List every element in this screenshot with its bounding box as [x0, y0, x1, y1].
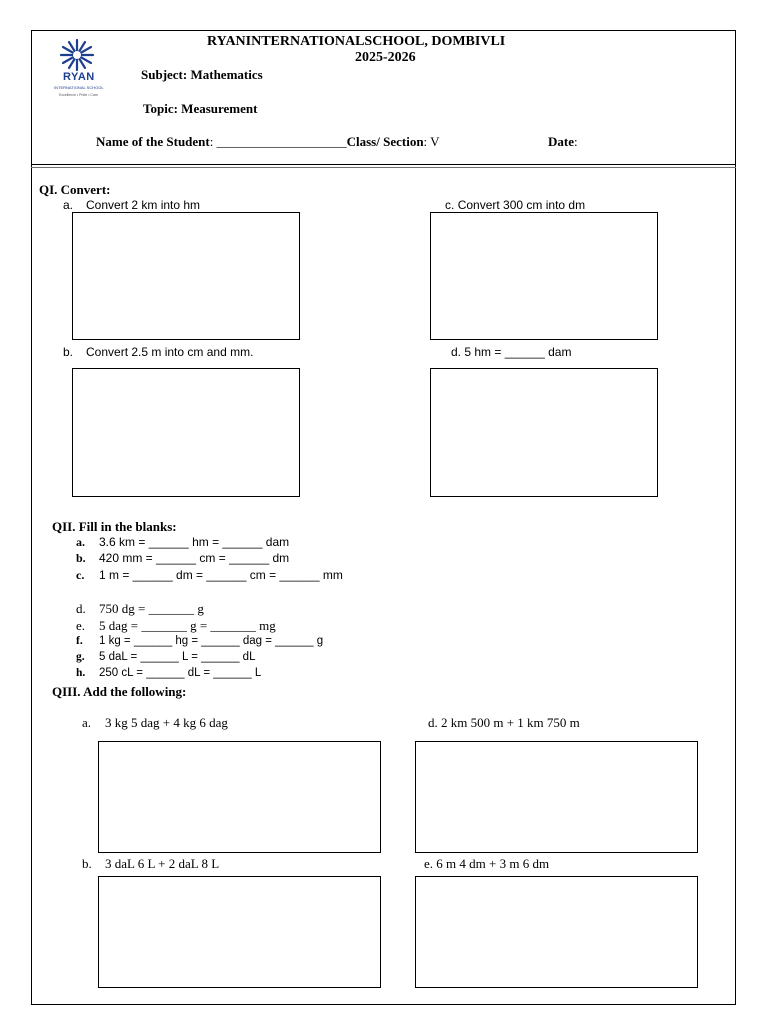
q3-item-b	[82, 856, 219, 872]
q3-item-b-label: b.	[82, 856, 92, 871]
q2-item-e-text: 5 dag = _______ g = _______ mg	[99, 618, 276, 633]
student-info-line	[96, 134, 440, 150]
date-field	[548, 134, 578, 150]
q3-item-d	[428, 715, 580, 731]
logo-motto: Excellence • Pride • Care	[59, 93, 99, 97]
date-colon: :	[574, 134, 578, 149]
school-name: RYANINTERNATIONALSCHOOL, DOMBIVLI	[207, 34, 506, 49]
q2-item-a-text: 3.6 km = ______ hm = ______ dam	[99, 535, 290, 549]
q2-item-e	[76, 618, 276, 634]
q2-item-g-label: g.	[76, 651, 85, 663]
q2-item-b	[76, 551, 289, 566]
q1-item-b-label: b.	[63, 345, 74, 359]
q1-item-b	[63, 345, 253, 359]
q3-item-b-text: 3 daL 6 L + 2 daL 8 L	[105, 856, 220, 871]
q1-answer-box-a[interactable]	[72, 212, 300, 340]
topic-label: Topic:	[143, 101, 178, 116]
q3-answer-box-d[interactable]	[415, 741, 698, 853]
subject-label: Subject:	[141, 67, 188, 82]
academic-year: 2025-2026	[355, 50, 416, 65]
header-divider	[31, 164, 736, 165]
q2-item-d-text: 750 dg = _______ g	[99, 601, 204, 616]
date-label: Date	[548, 134, 574, 149]
q3-item-a	[82, 715, 228, 731]
q3-item-a-text: 3 kg 5 dag + 4 kg 6 dag	[105, 715, 228, 730]
q3-item-a-label: a.	[82, 715, 92, 730]
q2-item-a	[76, 535, 289, 550]
q2-item-h	[76, 667, 261, 679]
q2-item-f	[76, 635, 323, 647]
q1-item-d-text: 5 hm = ______ dam	[464, 345, 572, 359]
q1-answer-box-d[interactable]	[430, 368, 658, 497]
q3-item-e	[424, 856, 549, 872]
q1-item-c-label: c.	[445, 198, 455, 212]
q1-answer-box-c[interactable]	[430, 212, 658, 340]
q1-item-b-text: Convert 2.5 m into cm and mm.	[86, 345, 254, 359]
q3-title: QIII. Add the following:	[52, 684, 187, 699]
q2-item-c	[76, 568, 343, 583]
class-value: : V	[423, 134, 440, 149]
q2-item-b-text: 420 mm = ______ cm = ______ dm	[99, 551, 290, 565]
q2-item-d	[76, 601, 204, 617]
q1-item-d-label: d.	[451, 345, 462, 359]
q2-item-h-label: h.	[76, 667, 86, 679]
q2-item-g-text: 5 daL = ______ L = ______ dL	[99, 651, 256, 663]
subject-value: Mathematics	[190, 67, 263, 82]
header-divider-shadow	[31, 167, 736, 168]
q1-item-a	[63, 198, 200, 212]
q1-title: QI. Convert:	[39, 182, 111, 197]
q3-answer-box-e[interactable]	[415, 876, 698, 988]
q2-item-c-text: 1 m = ______ dm = ______ cm = ______ mm	[99, 568, 343, 582]
q2-item-h-text: 250 cL = ______ dL = ______ L	[99, 667, 262, 679]
class-label: Class/ Section	[346, 134, 424, 149]
q3-item-d-label: d.	[428, 715, 438, 730]
subject-line	[141, 67, 263, 83]
q2-item-e-label: e.	[76, 618, 86, 633]
topic-value: Measurement	[181, 101, 258, 116]
sunburst-logo-icon	[52, 38, 102, 72]
logo-wordmark: RYAN	[63, 71, 95, 83]
q3-answer-box-a[interactable]	[98, 741, 381, 853]
q2-item-a-label: a.	[76, 535, 85, 549]
q1-item-a-label: a.	[63, 198, 74, 212]
logo-subtitle: INTERNATIONAL SCHOOL	[54, 85, 104, 90]
q1-answer-box-b[interactable]	[72, 368, 300, 497]
topic-line	[143, 101, 257, 117]
q2-item-f-label: f.	[76, 635, 83, 647]
q2-item-c-label: c.	[76, 568, 85, 582]
q2-item-d-label: d.	[76, 601, 86, 616]
q3-answer-box-b[interactable]	[98, 876, 381, 988]
q1-item-a-text: Convert 2 km into hm	[86, 198, 201, 212]
q3-item-e-label: e.	[424, 856, 434, 871]
name-blank: : ____________________	[209, 134, 347, 149]
name-label: Name of the Student	[96, 134, 210, 149]
q2-title: QII. Fill in the blanks:	[52, 519, 177, 534]
q2-item-f-text: 1 kg = ______ hg = ______ dag = ______ g	[99, 635, 324, 647]
q1-item-c-text: Convert 300 cm into dm	[457, 198, 586, 212]
q1-item-d	[451, 345, 571, 359]
q2-item-g	[76, 651, 255, 663]
school-logo	[52, 38, 102, 100]
q1-item-c	[445, 198, 585, 212]
q3-item-e-text: 6 m 4 dm + 3 m 6 dm	[436, 856, 550, 871]
q2-item-b-label: b.	[76, 551, 86, 565]
q3-item-d-text: 2 km 500 m + 1 km 750 m	[441, 715, 580, 730]
